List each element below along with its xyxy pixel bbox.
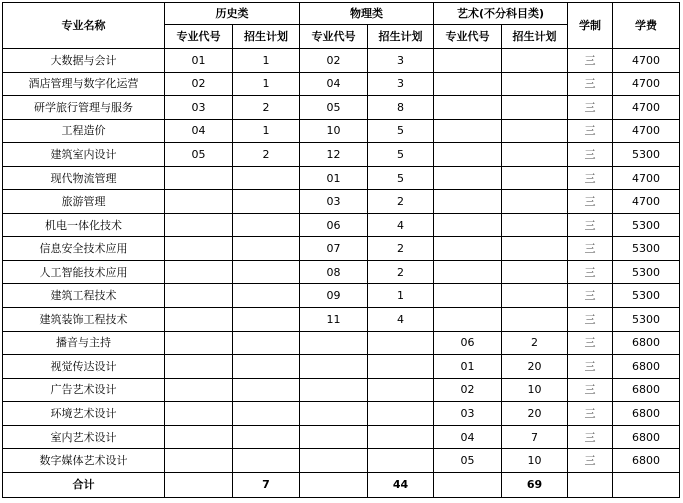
history-plan-cell xyxy=(233,213,300,237)
major-name-cell: 酒店管理与数字化运营 xyxy=(3,72,165,96)
tuition-cell: 6800 xyxy=(613,355,680,379)
history-code-cell xyxy=(165,308,233,332)
history-plan-cell xyxy=(233,402,300,426)
physics-code-cell xyxy=(300,402,368,426)
header-art-code: 专业代号 xyxy=(434,25,502,49)
duration-cell: 三 xyxy=(568,143,613,167)
art-code-cell: 04 xyxy=(434,425,502,449)
history-plan-cell xyxy=(233,166,300,190)
history-code-cell: 04 xyxy=(165,119,233,143)
tuition-cell: 6800 xyxy=(613,378,680,402)
header-history-plan: 招生计划 xyxy=(233,25,300,49)
history-code-cell xyxy=(165,355,233,379)
art-code-cell xyxy=(434,49,502,73)
total-tuition-cell xyxy=(613,472,680,497)
history-code-cell xyxy=(165,331,233,355)
tuition-cell: 4700 xyxy=(613,49,680,73)
physics-plan-cell: 2 xyxy=(368,237,434,261)
total-label: 合计 xyxy=(3,472,165,497)
major-name-cell: 大数据与会计 xyxy=(3,49,165,73)
art-code-cell: 06 xyxy=(434,331,502,355)
physics-code-cell: 02 xyxy=(300,49,368,73)
tuition-cell: 4700 xyxy=(613,119,680,143)
duration-cell: 三 xyxy=(568,308,613,332)
art-code-cell xyxy=(434,213,502,237)
tuition-cell: 6800 xyxy=(613,425,680,449)
history-plan-cell xyxy=(233,355,300,379)
duration-cell: 三 xyxy=(568,378,613,402)
art-code-cell xyxy=(434,284,502,308)
major-name-cell: 旅游管理 xyxy=(3,190,165,214)
physics-code-cell xyxy=(300,331,368,355)
table-row xyxy=(3,355,680,379)
total-art-plan: 69 xyxy=(502,472,568,497)
physics-code-cell: 03 xyxy=(300,190,368,214)
tuition-cell: 4700 xyxy=(613,190,680,214)
major-name-cell: 建筑装饰工程技术 xyxy=(3,308,165,332)
art-plan-cell xyxy=(502,166,568,190)
history-plan-cell xyxy=(233,284,300,308)
major-name-cell: 研学旅行管理与服务 xyxy=(3,96,165,120)
header-tuition: 学费 xyxy=(613,3,680,49)
physics-plan-cell: 5 xyxy=(368,166,434,190)
table-row xyxy=(3,166,680,190)
enrollment-table xyxy=(2,2,680,498)
history-code-cell xyxy=(165,284,233,308)
art-plan-cell xyxy=(502,96,568,120)
history-plan-cell: 1 xyxy=(233,49,300,73)
art-plan-cell: 10 xyxy=(502,449,568,473)
table-row xyxy=(3,331,680,355)
art-code-cell: 03 xyxy=(434,402,502,426)
art-plan-cell: 7 xyxy=(502,425,568,449)
tuition-cell: 5300 xyxy=(613,213,680,237)
table-row xyxy=(3,237,680,261)
table-row xyxy=(3,143,680,167)
major-name-cell: 信息安全技术应用 xyxy=(3,237,165,261)
duration-cell: 三 xyxy=(568,425,613,449)
history-plan-cell xyxy=(233,331,300,355)
duration-cell: 三 xyxy=(568,284,613,308)
art-plan-cell: 10 xyxy=(502,378,568,402)
duration-cell: 三 xyxy=(568,355,613,379)
duration-cell: 三 xyxy=(568,449,613,473)
art-code-cell xyxy=(434,166,502,190)
physics-code-cell: 11 xyxy=(300,308,368,332)
physics-code-cell: 06 xyxy=(300,213,368,237)
history-code-cell xyxy=(165,260,233,284)
header-art-plan: 招生计划 xyxy=(502,25,568,49)
physics-plan-cell xyxy=(368,402,434,426)
art-plan-cell xyxy=(502,284,568,308)
physics-code-cell xyxy=(300,355,368,379)
art-code-cell: 02 xyxy=(434,378,502,402)
major-name-cell: 环境艺术设计 xyxy=(3,402,165,426)
duration-cell: 三 xyxy=(568,402,613,426)
history-plan-cell: 1 xyxy=(233,119,300,143)
history-code-cell xyxy=(165,213,233,237)
physics-code-cell xyxy=(300,378,368,402)
header-history-code: 专业代号 xyxy=(165,25,233,49)
tuition-cell: 6800 xyxy=(613,331,680,355)
major-name-cell: 数字媒体艺术设计 xyxy=(3,449,165,473)
physics-code-cell: 12 xyxy=(300,143,368,167)
art-code-cell xyxy=(434,308,502,332)
major-name-cell: 建筑室内设计 xyxy=(3,143,165,167)
art-plan-cell xyxy=(502,237,568,261)
table-row xyxy=(3,213,680,237)
major-name-cell: 现代物流管理 xyxy=(3,166,165,190)
duration-cell: 三 xyxy=(568,260,613,284)
physics-code-cell: 08 xyxy=(300,260,368,284)
table-row xyxy=(3,402,680,426)
art-plan-cell xyxy=(502,119,568,143)
duration-cell: 三 xyxy=(568,49,613,73)
table-row xyxy=(3,308,680,332)
history-code-cell xyxy=(165,190,233,214)
history-code-cell: 01 xyxy=(165,49,233,73)
header-physics-plan: 招生计划 xyxy=(368,25,434,49)
duration-cell: 三 xyxy=(568,96,613,120)
art-plan-cell: 20 xyxy=(502,355,568,379)
art-code-cell xyxy=(434,72,502,96)
duration-cell: 三 xyxy=(568,331,613,355)
tuition-cell: 5300 xyxy=(613,284,680,308)
major-name-cell: 播音与主持 xyxy=(3,331,165,355)
physics-plan-cell: 2 xyxy=(368,190,434,214)
art-plan-cell xyxy=(502,260,568,284)
major-name-cell: 室内艺术设计 xyxy=(3,425,165,449)
table-row xyxy=(3,96,680,120)
art-code-cell: 01 xyxy=(434,355,502,379)
tuition-cell: 5300 xyxy=(613,308,680,332)
tuition-cell: 4700 xyxy=(613,96,680,120)
physics-plan-cell xyxy=(368,449,434,473)
total-physics-code-cell xyxy=(300,472,368,497)
history-plan-cell xyxy=(233,237,300,261)
physics-plan-cell xyxy=(368,331,434,355)
table-row xyxy=(3,49,680,73)
table-row xyxy=(3,449,680,473)
total-history-code-cell xyxy=(165,472,233,497)
total-physics-plan: 44 xyxy=(368,472,434,497)
history-code-cell xyxy=(165,402,233,426)
total-art-code-cell xyxy=(434,472,502,497)
art-code-cell xyxy=(434,260,502,284)
art-code-cell: 05 xyxy=(434,449,502,473)
history-code-cell xyxy=(165,166,233,190)
physics-code-cell xyxy=(300,425,368,449)
art-plan-cell xyxy=(502,143,568,167)
table-row xyxy=(3,190,680,214)
art-plan-cell xyxy=(502,190,568,214)
total-duration-cell xyxy=(568,472,613,497)
physics-code-cell: 05 xyxy=(300,96,368,120)
table-row xyxy=(3,260,680,284)
art-plan-cell: 2 xyxy=(502,331,568,355)
physics-plan-cell: 5 xyxy=(368,143,434,167)
art-plan-cell: 20 xyxy=(502,402,568,426)
history-plan-cell xyxy=(233,190,300,214)
header-duration: 学制 xyxy=(568,3,613,49)
art-plan-cell xyxy=(502,49,568,73)
physics-code-cell: 09 xyxy=(300,284,368,308)
physics-code-cell: 01 xyxy=(300,166,368,190)
history-plan-cell xyxy=(233,260,300,284)
physics-code-cell: 07 xyxy=(300,237,368,261)
physics-plan-cell: 3 xyxy=(368,72,434,96)
major-name-cell: 人工智能技术应用 xyxy=(3,260,165,284)
physics-code-cell xyxy=(300,449,368,473)
history-plan-cell xyxy=(233,378,300,402)
header-history: 历史类 xyxy=(165,3,300,25)
header-row-group xyxy=(3,3,680,25)
history-code-cell xyxy=(165,378,233,402)
table-row xyxy=(3,119,680,143)
duration-cell: 三 xyxy=(568,237,613,261)
total-history-plan: 7 xyxy=(233,472,300,497)
header-physics: 物理类 xyxy=(300,3,434,25)
tuition-cell: 5300 xyxy=(613,143,680,167)
header-major-name: 专业名称 xyxy=(3,3,165,49)
table-row xyxy=(3,378,680,402)
tuition-cell: 4700 xyxy=(613,72,680,96)
table-row xyxy=(3,284,680,308)
history-code-cell xyxy=(165,425,233,449)
physics-plan-cell: 8 xyxy=(368,96,434,120)
history-plan-cell xyxy=(233,449,300,473)
header-physics-code: 专业代号 xyxy=(300,25,368,49)
tuition-cell: 6800 xyxy=(613,402,680,426)
physics-plan-cell xyxy=(368,355,434,379)
history-plan-cell: 1 xyxy=(233,72,300,96)
major-name-cell: 工程造价 xyxy=(3,119,165,143)
art-code-cell xyxy=(434,96,502,120)
physics-plan-cell: 2 xyxy=(368,260,434,284)
major-name-cell: 视觉传达设计 xyxy=(3,355,165,379)
tuition-cell: 5300 xyxy=(613,237,680,261)
history-code-cell: 03 xyxy=(165,96,233,120)
header-art: 艺术(不分科目类) xyxy=(434,3,568,25)
tuition-cell: 5300 xyxy=(613,260,680,284)
physics-plan-cell: 5 xyxy=(368,119,434,143)
total-row xyxy=(3,472,680,497)
art-code-cell xyxy=(434,190,502,214)
art-code-cell xyxy=(434,143,502,167)
duration-cell: 三 xyxy=(568,72,613,96)
major-name-cell: 机电一体化技术 xyxy=(3,213,165,237)
tuition-cell: 6800 xyxy=(613,449,680,473)
history-code-cell: 02 xyxy=(165,72,233,96)
physics-plan-cell xyxy=(368,378,434,402)
physics-code-cell: 10 xyxy=(300,119,368,143)
art-plan-cell xyxy=(502,72,568,96)
physics-code-cell: 04 xyxy=(300,72,368,96)
tuition-cell: 4700 xyxy=(613,166,680,190)
major-name-cell: 广告艺术设计 xyxy=(3,378,165,402)
physics-plan-cell: 1 xyxy=(368,284,434,308)
physics-plan-cell xyxy=(368,425,434,449)
duration-cell: 三 xyxy=(568,213,613,237)
duration-cell: 三 xyxy=(568,190,613,214)
art-code-cell xyxy=(434,119,502,143)
history-code-cell xyxy=(165,449,233,473)
table-body xyxy=(3,49,680,473)
art-plan-cell xyxy=(502,213,568,237)
physics-plan-cell: 3 xyxy=(368,49,434,73)
table-row xyxy=(3,425,680,449)
duration-cell: 三 xyxy=(568,166,613,190)
history-plan-cell xyxy=(233,308,300,332)
history-code-cell xyxy=(165,237,233,261)
history-plan-cell: 2 xyxy=(233,143,300,167)
art-plan-cell xyxy=(502,308,568,332)
art-code-cell xyxy=(434,237,502,261)
duration-cell: 三 xyxy=(568,119,613,143)
history-plan-cell: 2 xyxy=(233,96,300,120)
table-row xyxy=(3,72,680,96)
history-code-cell: 05 xyxy=(165,143,233,167)
physics-plan-cell: 4 xyxy=(368,213,434,237)
physics-plan-cell: 4 xyxy=(368,308,434,332)
history-plan-cell xyxy=(233,425,300,449)
major-name-cell: 建筑工程技术 xyxy=(3,284,165,308)
